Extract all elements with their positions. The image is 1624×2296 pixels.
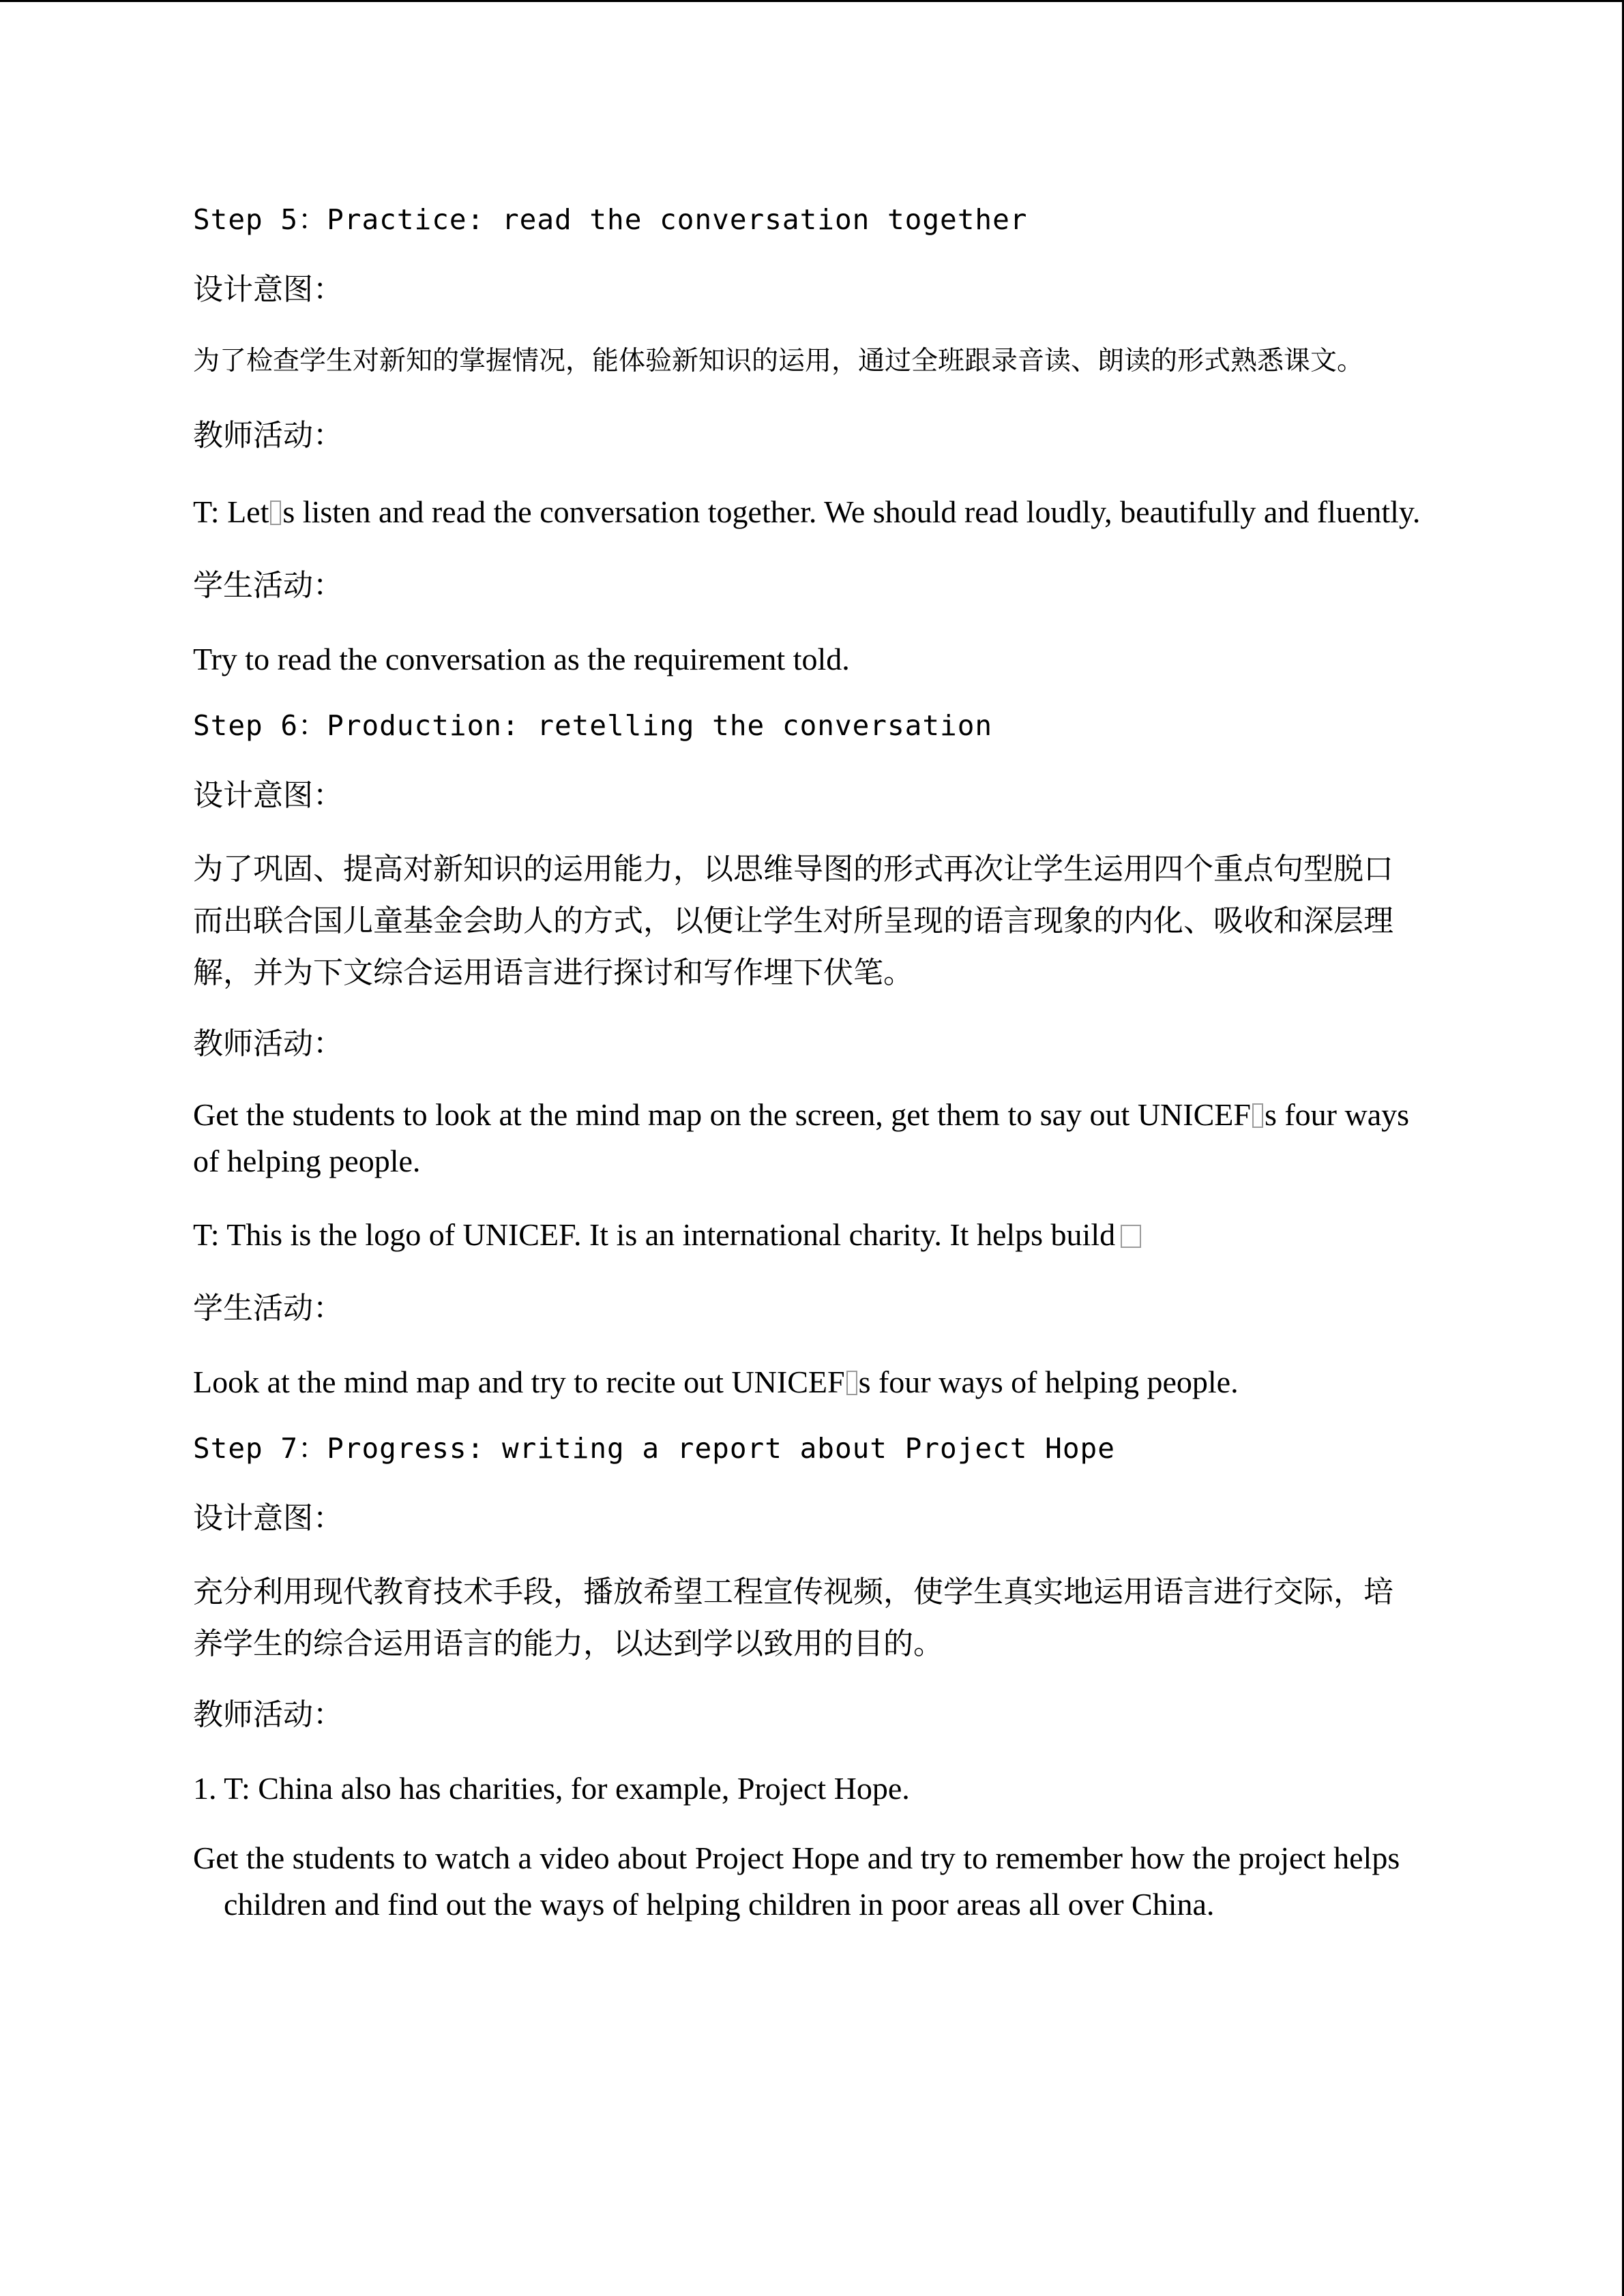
step6-teacher-text1-part1: Get the students to look at the mind map on the screen, get them to say out UNICEF bbox=[193, 1097, 1251, 1132]
step6-student-text bbox=[193, 1356, 1421, 1408]
step6-teacher-text2-text: T: This is the logo of UNICEF. It is an international charity. It helps build bbox=[193, 1217, 1116, 1252]
step7-teacher-text2: Get the students to watch a video about Project Hope and try to remember how the project helps children and find out the ways of helping children in poor areas all over China. bbox=[193, 1840, 1400, 1922]
step6-heading: Step 6：Production: retelling the conversation bbox=[193, 709, 993, 742]
step7-design-text: 充分利用现代教育技术手段，播放希望工程宣传视频，使学生真实地运用语言进行交际，培养学生的综合运用语言的能力，以达到学以致用的目的。 bbox=[193, 1575, 1393, 1661]
missing-glyph-box bbox=[846, 1371, 857, 1395]
step5-teacher-label: 教师活动： bbox=[193, 418, 343, 453]
step5-heading: Step 5：Practice: read the conversation together bbox=[193, 203, 1028, 236]
step5-design-label: 设计意图： bbox=[193, 272, 343, 307]
step5-teacher-text bbox=[193, 486, 1421, 538]
step7-teacher-label: 教师活动： bbox=[193, 1697, 343, 1732]
step6-teacher-text1 bbox=[193, 1092, 1421, 1184]
step6-design-text: 为了巩固、提高对新知识的运用能力，以思维导图的形式再次让学生运用四个重点句型脱口而出联合国儿童基金会助人的方式，以便让学生对所呈现的语言现象的内化、吸收和深层理解，并为下文综合运用语言进行探讨和写作埋下伏笔。 bbox=[193, 852, 1393, 990]
step7-teacher-text1: 1. T: China also has charities, for example, Project Hope. bbox=[193, 1771, 910, 1806]
step5-student-text: Try to read the conversation as the requirement told. bbox=[193, 642, 850, 676]
step7-design-label: 设计意图： bbox=[193, 1501, 343, 1536]
step7-heading: Step 7：Progress: writing a report about Project Hope bbox=[193, 1432, 1115, 1465]
document-body bbox=[193, 200, 1421, 1928]
step5-teacher-text-part1: T: Let bbox=[193, 494, 269, 529]
step6-teacher-text1-part2: s four ways of helping people. bbox=[193, 1097, 1410, 1178]
step5-design-text: 为了检查学生对新知的掌握情况，能体验新知识的运用，通过全班跟录音读、朗读的形式熟悉课文。 bbox=[193, 346, 1364, 376]
missing-glyph-box bbox=[1252, 1103, 1263, 1128]
missing-glyph-box bbox=[270, 501, 281, 525]
step6-teacher-label: 教师活动： bbox=[193, 1026, 343, 1061]
step5-teacher-text-part2: s listen and read the conversation together. We should read loudly, beautifully and fluently. bbox=[282, 494, 1421, 529]
missing-glyph-box bbox=[1121, 1225, 1141, 1248]
step6-student-text-part1: Look at the mind map and try to recite out UNICEF bbox=[193, 1365, 845, 1399]
step6-student-text-part2: s four ways of helping people. bbox=[858, 1365, 1239, 1399]
step6-teacher-text2 bbox=[193, 1209, 1421, 1261]
step5-student-label: 学生活动： bbox=[193, 568, 343, 603]
step6-design-label: 设计意图： bbox=[193, 778, 343, 813]
step6-student-label: 学生活动： bbox=[193, 1291, 343, 1326]
